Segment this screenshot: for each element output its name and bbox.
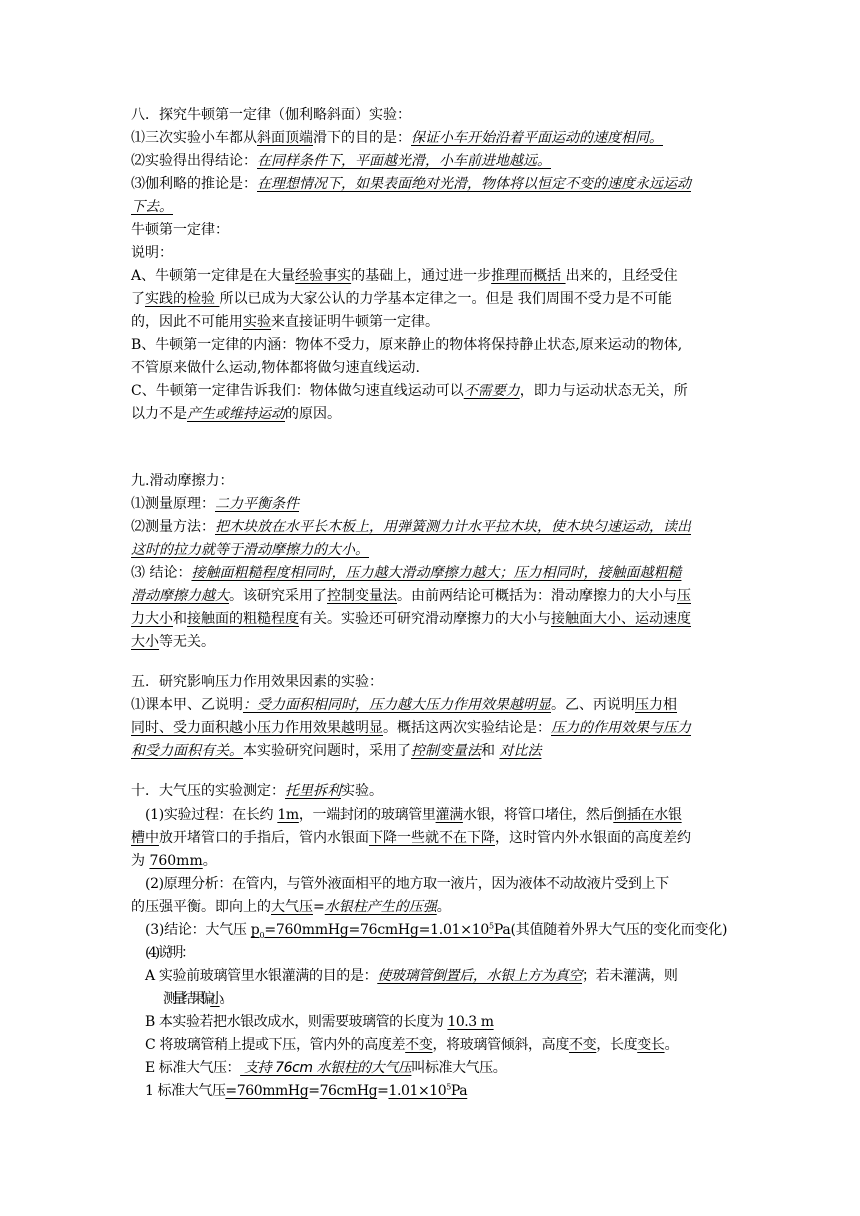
s5-line-3 <box>131 740 741 762</box>
text: A 实验前玻璃管里水银灌满的目的是： <box>145 968 378 984</box>
text: = <box>377 1083 389 1099</box>
s9-item-3-cont-1 <box>131 585 741 607</box>
text: = <box>313 899 325 915</box>
answer-blank: 压力相 <box>635 697 677 713</box>
s8-note-c-1 <box>131 380 741 402</box>
s5-line-2 <box>131 717 741 739</box>
answer-blank: 这时的拉力就等于滑动摩擦力的大小。 <box>131 542 369 558</box>
s10-principle-2 <box>131 896 741 918</box>
text: B 本实验若把水银改成水，则需要玻璃管的长度为 <box>145 1014 448 1030</box>
text: 的基础上，通过进一步 <box>351 268 492 284</box>
text: 十．大气压的实验测定： <box>131 783 285 799</box>
text: ⑴课本甲、乙说明 <box>131 697 243 713</box>
answer-blank: Pa <box>450 1083 468 1099</box>
answer-blank: 把木块放在水平长木板上，用弹簧测力计水平拉木块，使木块匀速运动，读出 <box>215 519 691 535</box>
s9-item-3-cont-3 <box>131 631 741 653</box>
answer-blank: 1m <box>277 807 299 823</box>
s8-item-3-cont <box>131 196 741 218</box>
text: ⑴测量原理： <box>131 496 215 512</box>
answer-blank: 产生或维持运动 <box>187 406 285 422</box>
s9-item-1 <box>131 493 741 515</box>
s9-item-2 <box>131 516 741 538</box>
text: 的压强平衡。即向上的 <box>131 899 271 915</box>
answer-blank: 大小 <box>131 634 159 650</box>
answer-blank: =760mmHg <box>225 1083 309 1099</box>
text: (2)原理分析：在管内，与管外液面相平的地方取一液片，因为液体不动故液片受到上下 <box>145 876 669 892</box>
answer-blank: 和受力面积有关。 <box>131 743 243 759</box>
text: 了 <box>131 291 145 307</box>
answer-blank: 控制变量法 <box>327 588 397 604</box>
s10-explain-heading <box>145 942 755 964</box>
text: 本实验研究问题时，采用了 <box>243 743 411 759</box>
s10-process-2 <box>131 827 741 849</box>
section-10-title <box>131 780 741 802</box>
answer-blank: Pa <box>493 922 511 938</box>
text: 。 <box>202 853 217 869</box>
s8-item-3 <box>131 173 741 195</box>
text: ，这时管内外水银面的高度差约 <box>495 830 691 846</box>
text: (3)结论：大气压 <box>145 922 251 938</box>
superscript: 5 <box>489 921 494 931</box>
answer-blank: 对比法 <box>499 743 542 759</box>
s8-note-b-1 <box>131 334 741 356</box>
text: 不管原来做什么运动,物体都将做匀速直线运动. <box>131 360 420 376</box>
text: C 将玻璃管稍上提或下压，管内外的高度差 <box>145 1037 406 1053</box>
answer-blank: 推理而概括 <box>491 268 566 284</box>
text: ⑵实验得出得结论： <box>131 153 257 169</box>
text: ；若未灌满，则 <box>582 968 678 984</box>
answer-blank: 控制变量法 <box>411 743 481 759</box>
text: 以力不是 <box>131 406 187 422</box>
text: 水银，将管口堵住，然后 <box>462 807 614 823</box>
text: 滑下的目的是： <box>313 130 411 146</box>
answer-blank: 不需要力 <box>463 383 520 399</box>
s9-item-3-cont-2 <box>131 608 741 630</box>
text: 五．研究影响压力作用效果因素的实验： <box>131 674 383 690</box>
text: 。 <box>436 899 451 915</box>
answer-blank: 小 <box>210 991 220 1007</box>
text: ⑶伽利略的推论是： <box>131 176 257 192</box>
text: = <box>308 1083 320 1099</box>
answer-blank: 保证小车开始沿着平面运动的速度相同。 <box>411 130 663 146</box>
text: 测量结果偏 <box>163 991 211 1007</box>
answer-blank: ：受力面积相同时，压力越大压力作用效果越明显 <box>243 697 551 713</box>
answer-blank: 实验 <box>243 314 271 330</box>
text: (4)说明： <box>145 945 193 961</box>
answer-blank: 下降一些就不在下降 <box>369 830 495 846</box>
answer-blank: 水银柱产生的压强 <box>324 899 437 915</box>
answer-blank: 760mm <box>149 853 203 869</box>
section-5-title <box>131 671 741 693</box>
s10-process-1 <box>145 804 755 826</box>
text: 。概括这两次实验结论是： <box>383 720 551 736</box>
answer-blank: 1.01×10 <box>388 1083 447 1099</box>
answer-blank: 同时、受力面积越小压力作用效果越明显 <box>131 720 383 736</box>
text: 。乙、丙说明 <box>551 697 635 713</box>
s10-standard-atm <box>145 1080 755 1102</box>
newton-law-heading <box>131 219 741 241</box>
text: ⑴三次实验小车都从 <box>131 130 257 146</box>
s8-note-c-2 <box>131 403 741 425</box>
s10-note-b <box>145 1011 755 1033</box>
text: 的，因此不可能用 <box>131 314 243 330</box>
subscript: 0 <box>259 930 265 940</box>
superscript: 5 <box>446 1082 451 1092</box>
answer-blank: 槽中 <box>131 830 159 846</box>
answer-blank: 接触面粗糙程度相同时，压力越大滑动摩擦力越大；压力相同时，接触面越粗糙 <box>191 565 682 581</box>
answer-blank: 压力的作用效果与压力 <box>551 720 691 736</box>
section-8-title <box>131 104 741 126</box>
text: 有关。实验还可研究滑动摩擦力的大小与 <box>299 611 551 627</box>
s5-line-1 <box>131 694 741 716</box>
s9-item-2-cont <box>131 539 741 561</box>
s10-note-a-2 <box>163 988 773 1010</box>
s9-item-3 <box>131 562 741 584</box>
answer-blank: 10.3 m <box>447 1014 494 1030</box>
answer-blank: 压 <box>677 588 691 604</box>
text: 所以已成为大家公认的力学基本定律之一。但是 我们周围不受力是不可能 <box>219 291 672 307</box>
text: 的原因。 <box>285 406 341 422</box>
answer-blank: 76cmHg <box>319 1083 378 1099</box>
text: 。该研究采用了 <box>229 588 327 604</box>
s10-note-e <box>145 1057 755 1079</box>
text: ，一端封闭的玻璃管里 <box>298 807 436 823</box>
text: 实验。 <box>341 783 383 799</box>
answer-blank: 实践的检验 <box>145 291 220 307</box>
text: (1)实验过程：在长约 <box>145 807 278 823</box>
text: B、牛顿第一定律的内涵：物体不受力，原来静止的物体将保持静止状态,原来运动的物体, <box>131 337 683 353</box>
text: ⑵测量方法： <box>131 519 215 535</box>
text: 来直接证明牛顿第一定律。 <box>271 314 439 330</box>
answer-blank: =760mmHg=76cmHg=1.01×10 <box>264 922 490 938</box>
answer-blank: 斜面顶端 <box>257 130 313 146</box>
text: 放开堵管口的手指后，管内水银面 <box>159 830 369 846</box>
answer-blank: 不变 <box>405 1037 433 1053</box>
text: ⑶ 结论： <box>131 565 192 581</box>
s8-note-a-3 <box>131 311 741 333</box>
answer-blank: p <box>250 922 260 938</box>
answer-blank: 变长 <box>637 1037 665 1053</box>
answer-blank: 下去。 <box>131 199 173 215</box>
text: 九.滑动摩擦力： <box>131 473 234 489</box>
answer-blank: 二力平衡条件 <box>215 496 299 512</box>
answer-blank: 大气压 <box>271 899 313 915</box>
answer-blank: 接触面的粗糙程度 <box>187 611 299 627</box>
answer-blank: 滑动摩擦力越大 <box>131 588 229 604</box>
text: ，即力与运动状态无关，所 <box>519 383 688 399</box>
s10-process-3 <box>131 850 741 872</box>
text: 说明： <box>131 245 173 261</box>
answer-blank: 在同样条件下，平面越光滑，小车前进地越远。 <box>257 153 551 169</box>
answer-blank: 在理想情况下，如果表面绝对光滑，物体将以恒定不变的速度永远运动 <box>257 176 691 192</box>
text: 。由前两结论可概括为：滑动摩擦力的大小与 <box>397 588 677 604</box>
s10-note-a-1 <box>145 965 755 987</box>
answer-blank: 不变 <box>568 1037 597 1053</box>
text: 出来的，且经受住 <box>565 268 678 284</box>
answer-blank: 灌满 <box>435 807 463 823</box>
answer-blank: 支持 76cm 水银柱的大气压 <box>240 1060 412 1076</box>
text: 叫标准大气压。 <box>411 1060 507 1076</box>
section-8-title-text: 八．探究牛顿第一定律（伽利略斜面）实验： <box>131 107 411 123</box>
s8-item-2 <box>131 150 741 172</box>
text: 牛顿第一定律： <box>131 222 229 238</box>
s8-note-a-2 <box>131 288 741 310</box>
answer-blank: 托里拆利 <box>285 783 341 799</box>
answer-blank: 接触面大小、运动速度 <box>551 611 691 627</box>
text: ，将玻璃管倾斜，高度 <box>432 1037 569 1053</box>
explain-heading <box>131 242 741 264</box>
s8-note-b-2 <box>131 357 741 379</box>
answer-blank: 倒插在水银 <box>613 807 682 823</box>
text: A、牛顿第一定律是在大量 <box>131 268 296 284</box>
answer-blank: 经验事实 <box>295 268 352 284</box>
answer-blank: 使玻璃管倒置后，水银上方为真空 <box>377 968 583 984</box>
text: (其值随着外界大气压的变化而变化) <box>510 922 728 938</box>
s10-principle-1 <box>145 873 755 895</box>
text: 等无关。 <box>159 634 215 650</box>
s8-item-1 <box>131 127 741 149</box>
s8-note-a-1 <box>131 265 741 287</box>
text: 为 <box>131 853 150 869</box>
text: C、牛顿第一定律告诉我们：物体做匀速直线运动可以 <box>131 383 464 399</box>
text: ，长度 <box>596 1037 638 1053</box>
section-9-title <box>131 470 741 492</box>
text: 。 <box>664 1037 679 1053</box>
text: 和 <box>481 743 500 759</box>
s10-note-c <box>145 1034 755 1056</box>
answer-blank: 力大小 <box>131 611 173 627</box>
text: 和 <box>173 611 187 627</box>
text: E 标准大气压： <box>145 1060 241 1076</box>
text: 。 <box>219 991 230 1007</box>
text: 1 标准大气压 <box>145 1083 226 1099</box>
